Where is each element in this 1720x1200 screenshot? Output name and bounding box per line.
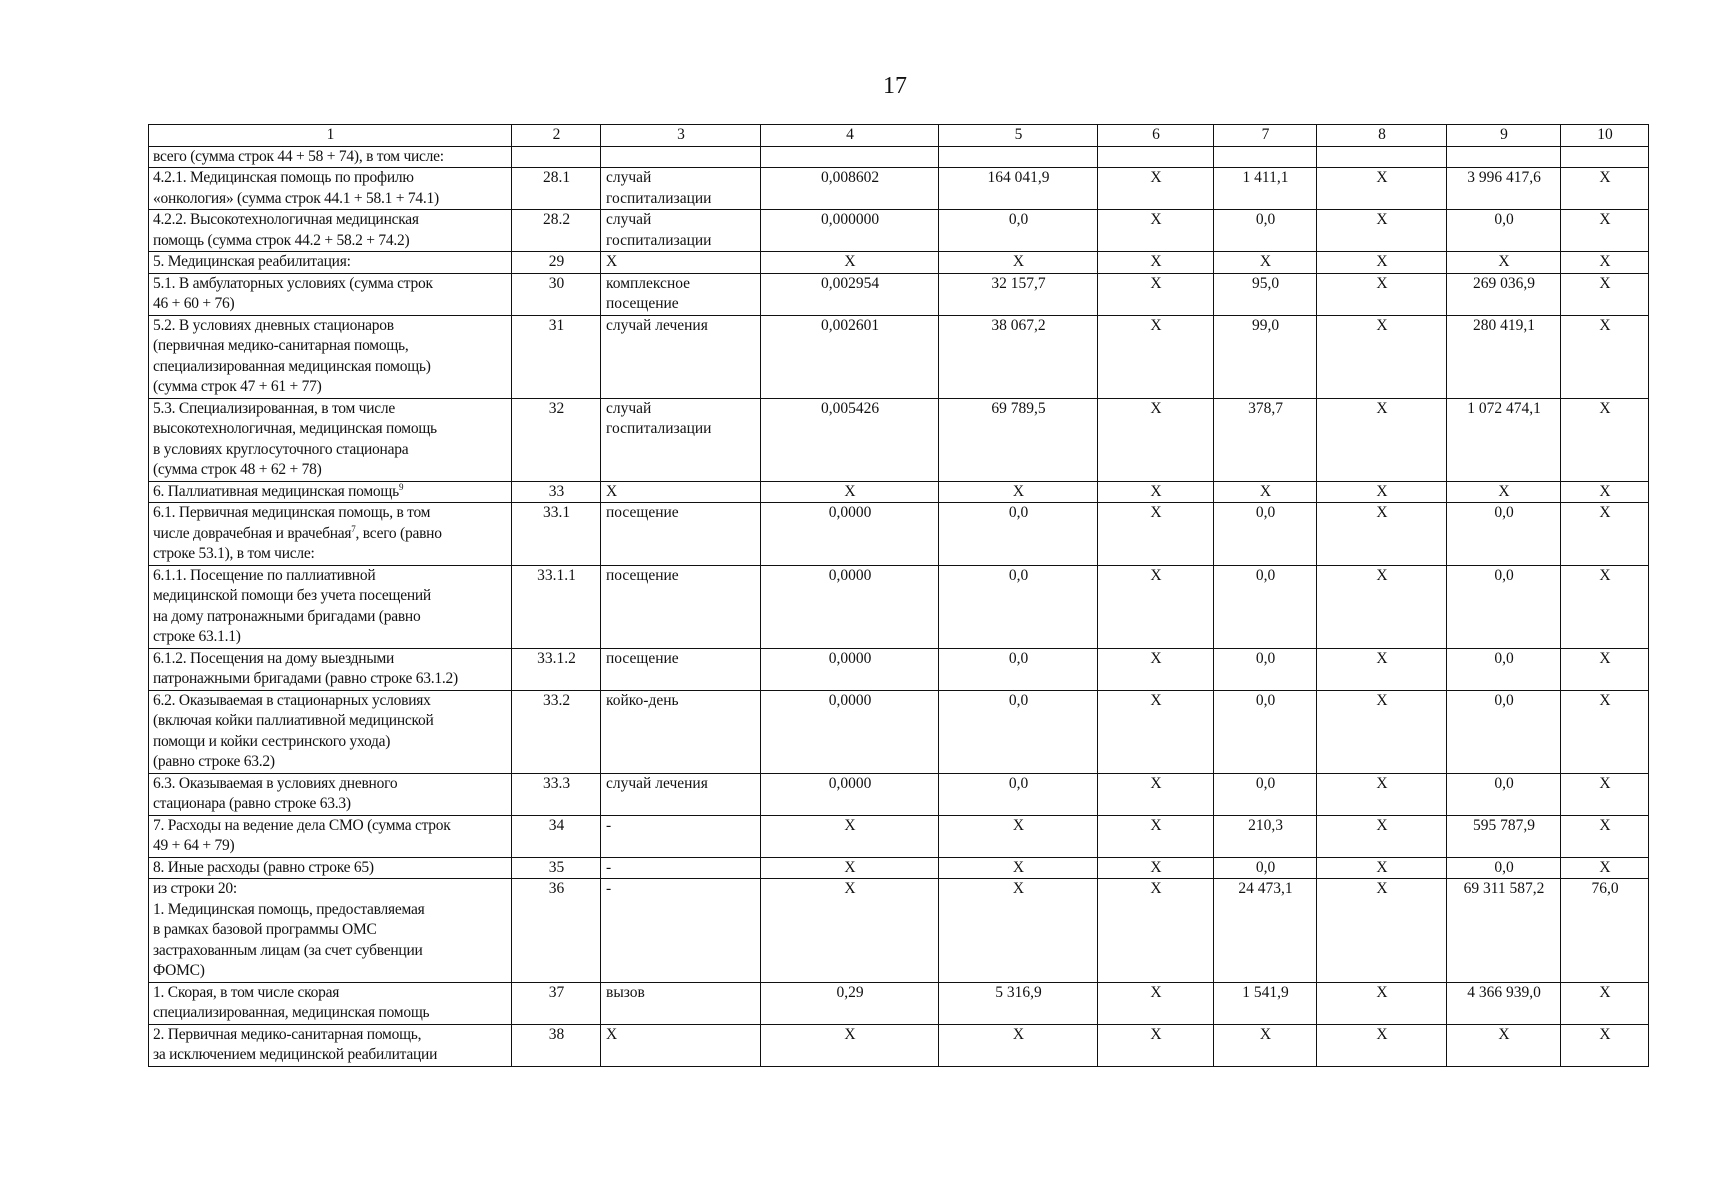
cell-col-5: 69 789,5: [939, 398, 1098, 481]
row-name-text: «онкология» (сумма строк 44.1 + 58.1 + 74.1): [153, 189, 439, 207]
row-name-text: (сумма строк 48 + 62 + 78): [153, 461, 322, 478]
row-name-cell: [149, 168, 512, 210]
row-name-cell: [149, 252, 512, 274]
cell-col-7: 1 541,9: [1214, 982, 1317, 1024]
table-row: [149, 210, 1649, 252]
row-code-cell: 28.2: [512, 210, 601, 252]
cell-col-5: 0,0: [939, 773, 1098, 815]
cell-col-5: 5 316,9: [939, 982, 1098, 1024]
cell-col-6: X: [1098, 773, 1214, 815]
cell-col-6: [1098, 146, 1214, 168]
cell-col-9: X: [1447, 252, 1561, 274]
row-code-cell: [512, 146, 601, 168]
cell-col-8: [1317, 146, 1447, 168]
cell-col-6: X: [1098, 815, 1214, 857]
row-name-text: помощь (сумма строк 44.2 + 58.2 + 74.2): [153, 231, 410, 249]
cell-col-10: X: [1561, 565, 1649, 648]
cell-col-9: 4 366 939,0: [1447, 982, 1561, 1024]
row-name-cell: [149, 565, 512, 648]
cell-col-8: X: [1317, 273, 1447, 315]
row-name-text: (первичная медико-санитарная помощь,: [153, 337, 409, 354]
table-row: [149, 857, 1649, 879]
cell-col-4: 0,0000: [761, 773, 939, 815]
row-name-text: высокотехнологичная, медицинская помощь: [153, 420, 437, 437]
row-code-cell: 29: [512, 252, 601, 274]
row-name-text: 49 + 64 + 79): [153, 837, 235, 854]
cell-col-4: X: [761, 1024, 939, 1066]
cell-col-10: X: [1561, 315, 1649, 398]
cell-col-7: 0,0: [1214, 210, 1317, 252]
cell-col-9: 280 419,1: [1447, 315, 1561, 398]
cell-col-8: X: [1317, 481, 1447, 503]
row-name-text: 6.3. Оказываемая в условиях дневного: [153, 774, 398, 792]
cell-col-6: X: [1098, 210, 1214, 252]
row-name-text: помощи и койки сестринского ухода): [153, 732, 391, 750]
row-name-cell: [149, 210, 512, 252]
cell-col-4: 0,29: [761, 982, 939, 1024]
cell-col-10: X: [1561, 815, 1649, 857]
cell-col-4: 0,0000: [761, 648, 939, 690]
row-unit-cell: -: [601, 857, 761, 879]
cell-col-8: X: [1317, 773, 1447, 815]
row-name-cell: [149, 481, 512, 503]
header-row: [149, 125, 1649, 147]
cell-col-10: X: [1561, 857, 1649, 879]
cell-col-9: 0,0: [1447, 503, 1561, 566]
row-unit-cell: комплексное посещение: [601, 273, 761, 315]
table-body: [149, 146, 1649, 1066]
cell-col-8: X: [1317, 210, 1447, 252]
table-row: [149, 398, 1649, 481]
cell-col-8: X: [1317, 168, 1447, 210]
cell-col-8: X: [1317, 982, 1447, 1024]
table-row: [149, 815, 1649, 857]
cell-col-10: X: [1561, 648, 1649, 690]
cell-col-4: 0,005426: [761, 398, 939, 481]
row-unit-cell: X: [601, 1024, 761, 1066]
cell-col-4: X: [761, 857, 939, 879]
cell-col-10: X: [1561, 503, 1649, 566]
row-name-cell: [149, 503, 512, 566]
cell-col-10: X: [1561, 398, 1649, 481]
cell-col-9: 0,0: [1447, 210, 1561, 252]
cell-col-5: X: [939, 1024, 1098, 1066]
cell-col-6: X: [1098, 690, 1214, 773]
table-row: [149, 1024, 1649, 1066]
cell-col-7: 99,0: [1214, 315, 1317, 398]
cell-col-5: 32 157,7: [939, 273, 1098, 315]
row-name-text: специализированная, медицинская помощь: [153, 1004, 430, 1021]
table-row: [149, 146, 1649, 168]
cell-col-8: X: [1317, 879, 1447, 983]
cell-col-7: 378,7: [1214, 398, 1317, 481]
cell-col-10: X: [1561, 1024, 1649, 1066]
cell-col-4: 0,0000: [761, 690, 939, 773]
cell-col-4: 0,002601: [761, 315, 939, 398]
cell-col-6: X: [1098, 273, 1214, 315]
row-name-text: 6.1.2. Посещения на дому выездными: [153, 649, 395, 667]
row-code-cell: 31: [512, 315, 601, 398]
cell-col-9: 0,0: [1447, 648, 1561, 690]
cell-col-5: 164 041,9: [939, 168, 1098, 210]
column-header: 6: [1098, 125, 1214, 147]
row-name-text: 5.1. В амбулаторных условиях (сумма строк: [153, 274, 433, 292]
row-name-text: из строки 20:: [153, 880, 237, 897]
cell-col-7: [1214, 146, 1317, 168]
cell-col-6: X: [1098, 648, 1214, 690]
cell-col-5: 0,0: [939, 690, 1098, 773]
cell-col-7: X: [1214, 252, 1317, 274]
data-table: [148, 124, 1649, 1067]
row-name-text: застрахованным лицам (за счет субвенции: [153, 941, 423, 959]
cell-col-8: X: [1317, 398, 1447, 481]
cell-col-5: X: [939, 857, 1098, 879]
row-code-cell: 33.1.2: [512, 648, 601, 690]
cell-col-5: [939, 146, 1098, 168]
cell-col-9: [1447, 146, 1561, 168]
row-name-text: 1. Скорая, в том числе скорая: [153, 983, 340, 1001]
row-name-text: 6.2. Оказываемая в стационарных условиях: [153, 691, 431, 709]
row-unit-cell: случай госпитализации: [601, 398, 761, 481]
row-code-cell: 34: [512, 815, 601, 857]
footnote-marker: 9: [398, 481, 404, 492]
row-code-cell: 33: [512, 481, 601, 503]
cell-col-8: X: [1317, 857, 1447, 879]
cell-col-4: 0,002954: [761, 273, 939, 315]
cell-col-4: 0,0000: [761, 565, 939, 648]
cell-col-9: X: [1447, 481, 1561, 503]
row-name-text: строке 63.1.1): [153, 628, 241, 645]
cell-col-6: X: [1098, 857, 1214, 879]
row-name-text: 6. Паллиативная медицинская помощь: [153, 482, 399, 500]
row-name-cell: [149, 273, 512, 315]
cell-col-8: X: [1317, 565, 1447, 648]
row-name-text: (равно строке 63.2): [153, 753, 275, 770]
cell-col-9: X: [1447, 1024, 1561, 1066]
column-header: 7: [1214, 125, 1317, 147]
row-name-cell: [149, 857, 512, 879]
cell-col-6: X: [1098, 168, 1214, 210]
row-name-text: 6.1. Первичная медицинская помощь, в том: [153, 504, 431, 521]
cell-col-7: X: [1214, 481, 1317, 503]
cell-col-6: X: [1098, 565, 1214, 648]
cell-col-7: 0,0: [1214, 773, 1317, 815]
row-name-cell: [149, 982, 512, 1024]
row-name-text: 46 + 60 + 76): [153, 295, 235, 312]
row-name-text: патронажными бригадами (равно строке 63.1.2): [153, 670, 458, 687]
table-row: [149, 315, 1649, 398]
cell-col-6: X: [1098, 252, 1214, 274]
cell-col-10: 76,0: [1561, 879, 1649, 983]
row-code-cell: 32: [512, 398, 601, 481]
cell-col-8: X: [1317, 815, 1447, 857]
row-name-text: 4.2.2. Высокотехнологичная медицинская: [153, 211, 419, 228]
cell-col-8: X: [1317, 503, 1447, 566]
row-unit-cell: -: [601, 815, 761, 857]
cell-col-5: 0,0: [939, 648, 1098, 690]
cell-col-4: 0,008602: [761, 168, 939, 210]
table-row: [149, 773, 1649, 815]
table-row: [149, 565, 1649, 648]
row-code-cell: 33.1.1: [512, 565, 601, 648]
cell-col-10: X: [1561, 273, 1649, 315]
row-name-text: медицинской помощи без учета посещений: [153, 587, 431, 604]
row-code-cell: 33.2: [512, 690, 601, 773]
row-unit-cell: [601, 146, 761, 168]
row-code-cell: 36: [512, 879, 601, 983]
cell-col-10: X: [1561, 773, 1649, 815]
cell-col-7: 1 411,1: [1214, 168, 1317, 210]
row-name-text: на дому патронажными бригадами (равно: [153, 607, 421, 625]
row-unit-cell: посещение: [601, 565, 761, 648]
row-unit-cell: X: [601, 252, 761, 274]
column-header: 3: [601, 125, 761, 147]
row-name-text: за исключением медицинской реабилитации: [153, 1046, 438, 1063]
cell-col-9: 0,0: [1447, 565, 1561, 648]
row-name-text: в условиях круглосуточного стационара: [153, 440, 409, 458]
row-name-cell: [149, 398, 512, 481]
row-name-text: 8. Иные расходы (равно строке 65): [153, 858, 374, 876]
cell-col-9: 0,0: [1447, 773, 1561, 815]
row-unit-cell: X: [601, 481, 761, 503]
cell-col-4: X: [761, 481, 939, 503]
row-name-text: числе доврачебная и врачебная: [153, 524, 352, 542]
cell-col-7: 0,0: [1214, 503, 1317, 566]
cell-col-9: 3 996 417,6: [1447, 168, 1561, 210]
row-name-text: 5.3. Специализированная, в том числе: [153, 399, 396, 417]
row-name-text: специализированная медицинская помощь): [153, 357, 431, 375]
cell-col-10: X: [1561, 252, 1649, 274]
cell-col-9: 69 311 587,2: [1447, 879, 1561, 983]
cell-col-6: X: [1098, 503, 1214, 566]
row-name-cell: [149, 648, 512, 690]
cell-col-4: 0,0000: [761, 503, 939, 566]
cell-col-6: X: [1098, 398, 1214, 481]
footnote-marker: 7: [351, 523, 356, 534]
table-row: [149, 273, 1649, 315]
row-name-cell: [149, 1024, 512, 1066]
cell-col-10: X: [1561, 690, 1649, 773]
cell-col-9: 269 036,9: [1447, 273, 1561, 315]
cell-col-9: 1 072 474,1: [1447, 398, 1561, 481]
cell-col-4: X: [761, 252, 939, 274]
row-name-text: в рамках базовой программы ОМС: [153, 921, 377, 938]
cell-col-7: 95,0: [1214, 273, 1317, 315]
cell-col-10: X: [1561, 168, 1649, 210]
row-name-text: 5.2. В условиях дневных стационаров: [153, 316, 394, 334]
table-row: [149, 168, 1649, 210]
row-code-cell: 33.3: [512, 773, 601, 815]
page-number: 17: [883, 73, 907, 99]
cell-col-5: X: [939, 252, 1098, 274]
cell-col-10: X: [1561, 481, 1649, 503]
cell-col-6: X: [1098, 879, 1214, 983]
cell-col-7: 0,0: [1214, 565, 1317, 648]
row-unit-cell: посещение: [601, 503, 761, 566]
row-name-cell: [149, 773, 512, 815]
cell-col-6: X: [1098, 481, 1214, 503]
row-code-cell: 38: [512, 1024, 601, 1066]
row-unit-cell: посещение: [601, 648, 761, 690]
cell-col-7: 24 473,1: [1214, 879, 1317, 983]
column-header: 4: [761, 125, 939, 147]
row-name-text: 5. Медицинская реабилитация:: [153, 253, 351, 270]
row-name-text: 4.2.1. Медицинская помощь по профилю: [153, 169, 414, 186]
row-unit-cell: случай госпитализации: [601, 210, 761, 252]
row-code-cell: 33.1: [512, 503, 601, 566]
row-name-text: , всего (равно: [355, 524, 442, 542]
cell-col-10: X: [1561, 982, 1649, 1024]
row-name-text: стационара (равно строке 63.3): [153, 795, 351, 812]
table-row: [149, 690, 1649, 773]
cell-col-8: X: [1317, 690, 1447, 773]
cell-col-8: X: [1317, 648, 1447, 690]
cell-col-10: [1561, 146, 1649, 168]
row-unit-cell: случай лечения: [601, 315, 761, 398]
cell-col-7: X: [1214, 1024, 1317, 1066]
cell-col-5: X: [939, 815, 1098, 857]
cell-col-8: X: [1317, 1024, 1447, 1066]
cell-col-6: X: [1098, 1024, 1214, 1066]
column-header: 10: [1561, 125, 1649, 147]
row-name-text: ФОМС): [153, 962, 205, 979]
table-row: [149, 648, 1649, 690]
cell-col-9: 0,0: [1447, 690, 1561, 773]
column-header: 9: [1447, 125, 1561, 147]
table-row: [149, 503, 1649, 566]
row-unit-cell: вызов: [601, 982, 761, 1024]
row-name-text: 2. Первичная медико-санитарная помощь,: [153, 1025, 422, 1043]
row-code-cell: 30: [512, 273, 601, 315]
cell-col-5: 0,0: [939, 503, 1098, 566]
cell-col-9: 0,0: [1447, 857, 1561, 879]
cell-col-4: X: [761, 879, 939, 983]
row-name-text: (включая койки паллиативной медицинской: [153, 712, 434, 729]
row-name-cell: [149, 879, 512, 983]
row-unit-cell: случай госпитализации: [601, 168, 761, 210]
cell-col-5: 0,0: [939, 210, 1098, 252]
row-name-text: 6.1.1. Посещение по паллиативной: [153, 566, 376, 584]
column-header: 2: [512, 125, 601, 147]
row-code-cell: 37: [512, 982, 601, 1024]
cell-col-4: X: [761, 815, 939, 857]
table-row: [149, 481, 1649, 503]
cell-col-9: 595 787,9: [1447, 815, 1561, 857]
row-name-cell: [149, 146, 512, 168]
row-name-text: строке 53.1), в том числе:: [153, 545, 315, 562]
table-row: [149, 982, 1649, 1024]
column-header: 8: [1317, 125, 1447, 147]
row-name-cell: [149, 690, 512, 773]
cell-col-7: 0,0: [1214, 857, 1317, 879]
cell-col-7: 210,3: [1214, 815, 1317, 857]
cell-col-8: X: [1317, 252, 1447, 274]
cell-col-7: 0,0: [1214, 648, 1317, 690]
row-code-cell: 28.1: [512, 168, 601, 210]
row-name-cell: [149, 315, 512, 398]
cell-col-6: X: [1098, 982, 1214, 1024]
row-name-text: всего (сумма строк 44 + 58 + 74), в том числе:: [153, 147, 444, 165]
cell-col-5: X: [939, 879, 1098, 983]
cell-col-10: X: [1561, 210, 1649, 252]
row-name-text: (сумма строк 47 + 61 + 77): [153, 378, 322, 395]
row-unit-cell: -: [601, 879, 761, 983]
column-header: 5: [939, 125, 1098, 147]
cell-col-5: 38 067,2: [939, 315, 1098, 398]
row-unit-cell: койко-день: [601, 690, 761, 773]
row-code-cell: 35: [512, 857, 601, 879]
column-header: 1: [149, 125, 512, 147]
row-name-text: 7. Расходы на ведение дела СМО (сумма строк: [153, 816, 451, 834]
row-name-text: 1. Медицинская помощь, предоставляемая: [153, 900, 425, 918]
cell-col-8: X: [1317, 315, 1447, 398]
row-unit-cell: случай лечения: [601, 773, 761, 815]
cell-col-5: 0,0: [939, 565, 1098, 648]
row-name-cell: [149, 815, 512, 857]
table-row: [149, 879, 1649, 983]
cell-col-5: X: [939, 481, 1098, 503]
cell-col-6: X: [1098, 315, 1214, 398]
cell-col-4: 0,000000: [761, 210, 939, 252]
cell-col-4: [761, 146, 939, 168]
cell-col-7: 0,0: [1214, 690, 1317, 773]
table-row: [149, 252, 1649, 274]
